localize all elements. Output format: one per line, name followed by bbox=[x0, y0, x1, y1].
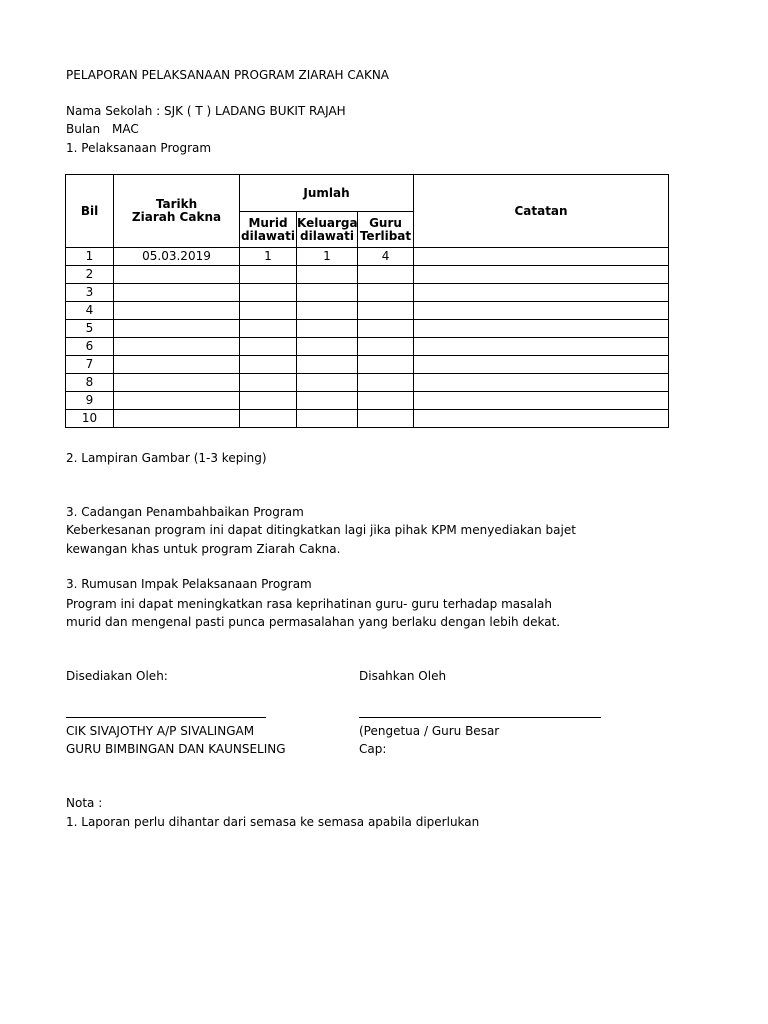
approved-signature-line bbox=[359, 717, 601, 718]
cell-tarikh bbox=[114, 374, 240, 392]
cell-guru bbox=[358, 284, 414, 302]
section-1-heading: 1. Pelaksanaan Program bbox=[66, 141, 212, 155]
cell-bil: 5 bbox=[66, 320, 114, 338]
cell-catatan bbox=[414, 356, 669, 374]
cell-bil: 1 bbox=[66, 248, 114, 266]
header-murid bbox=[240, 212, 297, 248]
cell-keluarga bbox=[297, 284, 358, 302]
cell-bil: 10 bbox=[66, 410, 114, 428]
cell-bil: 4 bbox=[66, 302, 114, 320]
cell-guru bbox=[358, 302, 414, 320]
table-row bbox=[66, 320, 669, 338]
header-guru-line2: Terlibat bbox=[359, 228, 412, 243]
cell-guru bbox=[358, 356, 414, 374]
cell-murid bbox=[240, 338, 297, 356]
header-tarikh-line2: Ziarah Cakna bbox=[131, 210, 222, 224]
cell-catatan bbox=[414, 266, 669, 284]
program-table bbox=[65, 174, 669, 428]
cell-guru bbox=[358, 392, 414, 410]
cell-keluarga bbox=[297, 320, 358, 338]
header-keluarga bbox=[297, 212, 358, 248]
cell-keluarga bbox=[297, 338, 358, 356]
cell-murid bbox=[240, 410, 297, 428]
cell-tarikh bbox=[114, 338, 240, 356]
cell-tarikh bbox=[114, 392, 240, 410]
header-guru bbox=[358, 212, 414, 248]
table-row bbox=[66, 248, 669, 266]
cell-catatan bbox=[414, 338, 669, 356]
cell-murid bbox=[240, 284, 297, 302]
prepared-by-name: CIK SIVAJOTHY A/P SIVALINGAM bbox=[66, 724, 255, 738]
table-row bbox=[66, 302, 669, 320]
cell-murid bbox=[240, 302, 297, 320]
table-row bbox=[66, 266, 669, 284]
header-keluarga-line1: Keluarga bbox=[297, 215, 358, 230]
section-3-text-line2: kewangan khas untuk program Ziarah Cakna. bbox=[66, 542, 341, 556]
approved-stamp-label: Cap: bbox=[359, 742, 387, 756]
cell-keluarga bbox=[297, 410, 358, 428]
cell-tarikh: 05.03.2019 bbox=[114, 248, 240, 266]
cell-tarikh bbox=[114, 356, 240, 374]
table-row bbox=[66, 374, 669, 392]
cell-catatan bbox=[414, 284, 669, 302]
cell-keluarga bbox=[297, 374, 358, 392]
header-murid-line1: Murid bbox=[248, 215, 288, 230]
cell-murid bbox=[240, 320, 297, 338]
cell-murid bbox=[240, 392, 297, 410]
section-3-heading: 3. Cadangan Penambahbaikan Program bbox=[66, 505, 304, 519]
prepared-signature-line bbox=[66, 717, 266, 718]
cell-keluarga bbox=[297, 266, 358, 284]
section-4-heading: 3. Rumusan Impak Pelaksanaan Program bbox=[66, 577, 312, 591]
cell-tarikh bbox=[114, 320, 240, 338]
cell-tarikh bbox=[114, 302, 240, 320]
cell-bil: 2 bbox=[66, 266, 114, 284]
note-item-1: 1. Laporan perlu dihantar dari semasa ke semasa apabila diperlukan bbox=[66, 815, 480, 829]
cell-murid bbox=[240, 374, 297, 392]
cell-catatan bbox=[414, 320, 669, 338]
cell-bil: 6 bbox=[66, 338, 114, 356]
prepared-by-label: Disediakan Oleh: bbox=[66, 669, 168, 683]
approved-by-label: Disahkan Oleh bbox=[359, 669, 447, 683]
header-guru-line1: Guru bbox=[369, 215, 402, 230]
cell-keluarga bbox=[297, 356, 358, 374]
cell-bil: 7 bbox=[66, 356, 114, 374]
header-keluarga-line2: dilawati bbox=[300, 228, 354, 243]
cell-catatan bbox=[414, 410, 669, 428]
cell-murid bbox=[240, 356, 297, 374]
document-title: PELAPORAN PELAKSANAAN PROGRAM ZIARAH CAKNA bbox=[66, 68, 390, 82]
cell-bil: 8 bbox=[66, 374, 114, 392]
cell-guru bbox=[358, 266, 414, 284]
report-month bbox=[66, 122, 139, 136]
table-row bbox=[66, 410, 669, 428]
header-tarikh bbox=[114, 175, 240, 248]
cell-bil: 3 bbox=[66, 284, 114, 302]
cell-guru bbox=[358, 338, 414, 356]
cell-tarikh bbox=[114, 410, 240, 428]
cell-keluarga: 1 bbox=[297, 248, 358, 266]
cell-guru bbox=[358, 410, 414, 428]
cell-tarikh bbox=[114, 266, 240, 284]
cell-catatan bbox=[414, 248, 669, 266]
cell-bil: 9 bbox=[66, 392, 114, 410]
section-2-heading: 2. Lampiran Gambar (1-3 keping) bbox=[66, 451, 267, 465]
month-value: MAC bbox=[112, 122, 139, 136]
prepared-by-role: GURU BIMBINGAN DAN KAUNSELING bbox=[66, 742, 286, 756]
approved-by-role: (Pengetua / Guru Besar bbox=[359, 724, 500, 738]
cell-tarikh bbox=[114, 284, 240, 302]
header-tarikh-line1: Tarikh bbox=[155, 197, 198, 211]
cell-guru: 4 bbox=[358, 248, 414, 266]
month-label: Bulan bbox=[66, 122, 101, 136]
table-row bbox=[66, 338, 669, 356]
table-row bbox=[66, 356, 669, 374]
header-bil: Bil bbox=[66, 175, 114, 248]
header-murid-line2: dilawati bbox=[241, 228, 295, 243]
section-4-text-line2: murid dan mengenal pasti̇ punca permasalahan yang berlaku dengan lebih dekat. bbox=[66, 615, 561, 629]
cell-guru bbox=[358, 374, 414, 392]
cell-murid bbox=[240, 266, 297, 284]
cell-keluarga bbox=[297, 302, 358, 320]
cell-murid: 1 bbox=[240, 248, 297, 266]
header-catatan: Catatan bbox=[414, 175, 669, 248]
section-4-text-line1: Program ini dapat meningkatkan rasa keprihati̇nan guru- guru terhadap masalah bbox=[66, 597, 553, 611]
cell-catatan bbox=[414, 302, 669, 320]
cell-catatan bbox=[414, 392, 669, 410]
note-heading: Nota : bbox=[66, 796, 103, 810]
table-row bbox=[66, 392, 669, 410]
section-3-text-line1: Keberkesanan program ini dapat diti̇ngkatkan lagi jika pihak KPM menyediakan bajet bbox=[66, 523, 576, 537]
cell-guru bbox=[358, 320, 414, 338]
cell-keluarga bbox=[297, 392, 358, 410]
cell-catatan bbox=[414, 374, 669, 392]
header-jumlah: Jumlah bbox=[240, 175, 414, 212]
table-row bbox=[66, 284, 669, 302]
school-name: Nama Sekolah : SJK ( T ) LADANG BUKIT RAJAH bbox=[66, 104, 346, 118]
